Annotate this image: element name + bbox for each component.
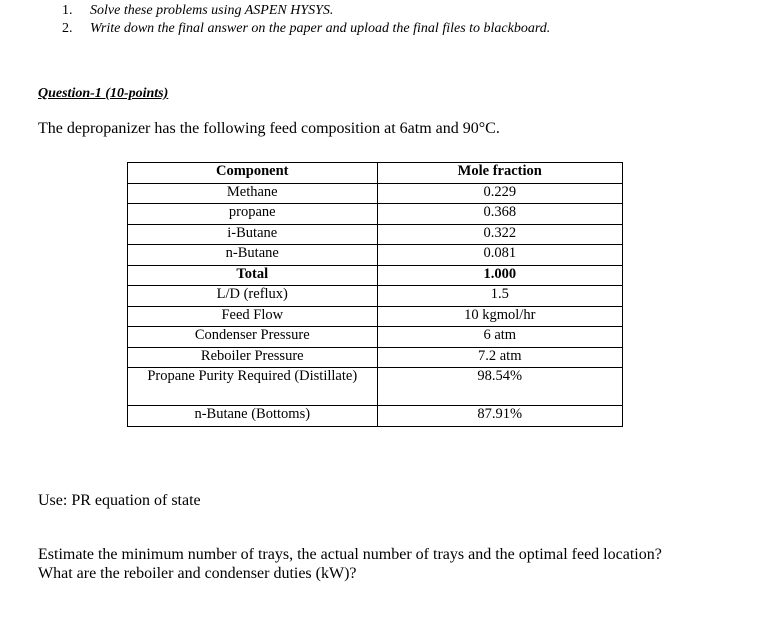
row-label: Methane	[128, 183, 378, 204]
question-line: Estimate the minimum number of trays, the actual number of trays and the optimal feed location?	[38, 546, 662, 563]
row-label: Feed Flow	[128, 306, 378, 327]
table-row	[128, 368, 623, 406]
table-row-total	[128, 265, 623, 286]
instruction-item	[62, 20, 550, 38]
row-value: 0.081	[377, 245, 622, 266]
row-value: 1.000	[377, 265, 622, 286]
feed-composition-table	[127, 162, 623, 427]
instruction-text: Solve these problems using ASPEN HYSYS.	[90, 3, 334, 18]
row-value: 0.229	[377, 183, 622, 204]
table-row	[128, 327, 623, 348]
table-row	[128, 204, 623, 225]
header-mole-fraction: Mole fraction	[377, 163, 622, 184]
table-row	[128, 347, 623, 368]
equation-of-state-note: Use: PR equation of state	[38, 492, 201, 509]
row-label: propane	[128, 204, 378, 225]
instructions-list	[62, 2, 550, 38]
row-value: 1.5	[377, 286, 622, 307]
row-label: n-Butane	[128, 245, 378, 266]
row-value: 87.91%	[377, 406, 622, 427]
row-value: 10 kgmol/hr	[377, 306, 622, 327]
row-label: L/D (reflux)	[128, 286, 378, 307]
question-text	[38, 545, 662, 583]
header-component: Component	[128, 163, 378, 184]
table-row	[128, 286, 623, 307]
question-heading: Question-1 (10-points)	[38, 86, 169, 101]
table-row	[128, 406, 623, 427]
table-header-row	[128, 163, 623, 184]
table-row	[128, 306, 623, 327]
instruction-item	[62, 2, 550, 20]
table-row	[128, 224, 623, 245]
row-value: 0.368	[377, 204, 622, 225]
question-line: What are the reboiler and condenser duties (kW)?	[38, 565, 357, 582]
row-value: 0.322	[377, 224, 622, 245]
row-label: Total	[128, 265, 378, 286]
instruction-text: Write down the final answer on the paper and upload the final files to blackboard.	[90, 21, 551, 36]
row-label: Propane Purity Required (Distillate)	[128, 368, 378, 406]
row-value: 98.54%	[377, 368, 622, 406]
table-row	[128, 245, 623, 266]
question-intro: The depropanizer has the following feed composition at 6atm and 90°C.	[38, 120, 500, 137]
instruction-number: 1.	[62, 3, 73, 18]
row-label: Condenser Pressure	[128, 327, 378, 348]
row-label: i-Butane	[128, 224, 378, 245]
instruction-number: 2.	[62, 21, 73, 36]
row-value: 6 atm	[377, 327, 622, 348]
table-row	[128, 183, 623, 204]
row-value: 7.2 atm	[377, 347, 622, 368]
row-label: Reboiler Pressure	[128, 347, 378, 368]
row-label: n-Butane (Bottoms)	[128, 406, 378, 427]
